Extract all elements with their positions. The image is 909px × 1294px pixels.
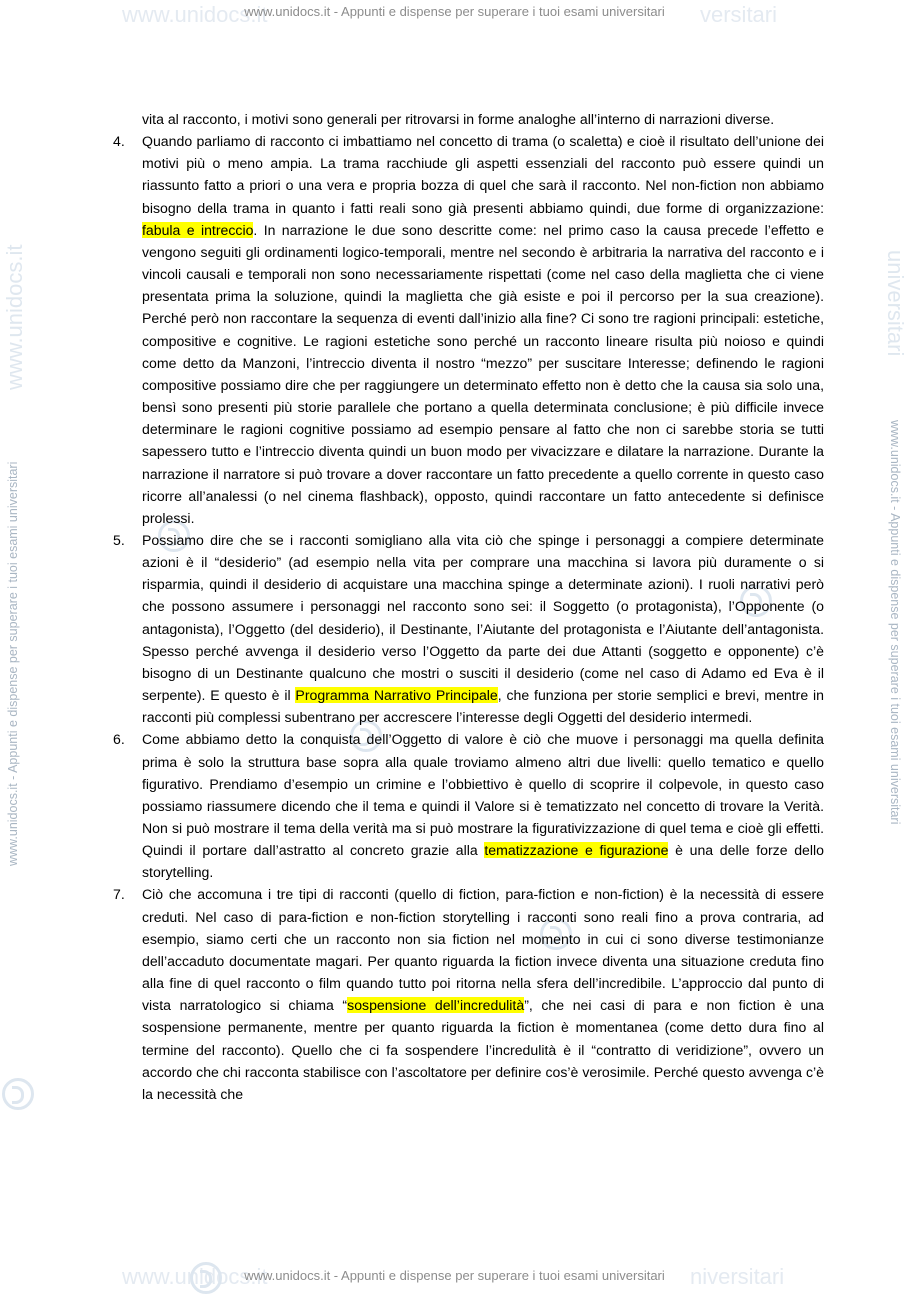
item-text: Quando parliamo di racconto ci imbattiamo nel concetto di trama (o scaletta) e cioè il risultato dell’unione dei motivi più o meno ampia. La trama racchiude gli aspetti essenziali del racconto può essere quindi un riassunto fatto a priori o una vera e propria bozza di quel che sarà il racconto. Nel non-fiction non abbiamo bisogno della trama in quanto i fatti reali sono già presenti abbiamo quindi, due forme di organizzazione: <box>142 133 824 216</box>
item-text: . In narrazione le due sono descritte come: nel primo caso la causa precede l’effetto e vengono seguiti gli ordinamenti logico-temporali, mentre nel secondo è arbitraria la narrativa del racconto e i vincoli causali e temporali non sono necessariamente rispettati (come nel caso della maglietta che ci viene presentata prima la soluzione, quindi la maglietta che già esiste e poi il percorso per la sua creazione). Perché però non raccontare la sequenza di eventi dall’inizio alla fine? Ci sono tre ragioni principali: estetiche, compositive e cognitive. Le ragioni estetiche sono perché un racconto lineare risulta più noioso e quindi come detto da Manzoni, l’intreccio diventa il nostro “mezzo” per suscitare Interesse; definendo le ragioni compositive possiamo dire che per raggiungere un determinato effetto non è detto che la causa sia solo una, bensì sono presenti più storie parallele che portano a quella determinata conclusione; è più difficile invece determinare le ragioni cognitive possiamo ad esempio pensare al fatto che non ci sarebbe storia se tutti sapessero tutto e l’intreccio diventa quindi un buon modo per vivacizzare e dilatare la narrazione. Durante la narrazione il narratore si può trovare a dover raccontare un fatto precedente a quello corrente in questo caso ricorre all’analessi (o nel cinema flashback), opposto, quindi raccontare un fatto antecedente si definisce prolessi. <box>142 221 824 526</box>
watermark-ghost-top-left: www.unidocs.it <box>122 2 268 27</box>
list-item-5 <box>108 529 824 728</box>
item-text: Come abbiamo detto la conquista dell’Oggetto di valore è ciò che muove i personaggi ma quella definita prima è solo la struttura base sopra alla quale troviamo almeno altri due livelli: quello tematico e quello figurativo. Prendiamo d’esempio un crimine e l’obbiettivo è quello di scoprire il colpevole, in questo caso possiamo riassumere dicendo che il tema e quindi il Valore si è tematizzato nel concetto di trovare la Verità. Non si può mostrare il tema della verità ma si può mostrare la figurativizzazione di quel tema e cioè gli effetti. Quindi il portare dall’astratto al concreto grazie alla <box>142 731 824 859</box>
list-item-7 <box>108 883 824 1105</box>
highlighted-term: sospensione dell’incredulità <box>347 997 525 1014</box>
watermark-ghost-bottom-right: niversitari <box>690 1264 785 1289</box>
item-text: ”, che nei casi di para e non fiction è una sospensione permanente, mentre per quanto riguarda la fiction è momentanea (come detto dura fino al termine del racconto). Quello che ci fa sospendere l’incredulità è il “contratto di veridizione”, ovvero un accordo che chi racconta stabilisce con l’ascoltatore per definire cos’è verosimile. Perché questo avvenga c’è la necessità che <box>142 997 824 1102</box>
watermark-ghost-right-vertical: universitari <box>883 250 908 357</box>
header-watermark-banner: www.unidocs.it - Appunti e dispense per superare i tuoi esami universitari <box>244 4 665 19</box>
watermark-logo-icon <box>2 1078 34 1110</box>
list-item-6 <box>108 728 824 883</box>
highlighted-term: fabula e intreccio <box>142 221 254 238</box>
item-text: , che funziona per storie semplici e brevi, mentre in racconti più complessi subentrano per accrescere l’interesse degli Oggetti del desiderio intermedi. <box>142 687 825 726</box>
watermark-ghost-bottom-left: www.unidocs.it <box>122 1264 268 1289</box>
highlighted-term: tematizzazione e figurazione <box>484 842 669 859</box>
item-text: è una delle forze dello storytelling. <box>142 842 825 881</box>
footer-watermark-banner: www.unidocs.it - Appunti e dispense per superare i tuoi esami universitari <box>244 1268 665 1283</box>
item-text: Ciò che accomuna i tre tipi di racconti (quello di fiction, para-fiction e non-fiction) è la necessità di essere creduti. Nel caso di para-fiction e non-fiction storytelling i racconti sono reali fino a prova contraria, ad esempio, siamo certi che un racconto non sia fiction nel momento in cui ci sono diverse testimonianze dell’accaduto documentate magari. Per quanto riguarda la fiction invece diventa una situazione creduta fino alla fine di quel racconto o film quando tutto poi ritorna nella sfera dell’incredibile. L’approccio dal punto di vista narratologico si chiama “ <box>142 886 824 1014</box>
highlighted-term: Programma Narrativo Principale <box>295 687 498 704</box>
item-text: Possiamo dire che se i racconti somigliano alla vita ciò che spinge i personaggi a compiere determinate azioni è il “desiderio” (ad esempio nella vita per comprare una macchina si lavora più duramente o si risparmia, quindi il desiderio di acquistare una macchina spinge a determinate azioni). I ruoli narrativi però che possono assumere i personaggi nel racconto sono sei: il Soggetto (o protagonista), l’Opponente (o antagonista), l’Oggetto (del desiderio), il Destinante, l’Aiutante del protagonista e l’Aiutante dell’antagonista. Spesso perché avvenga il desiderio verso l’Oggetto da parte dei due Attanti (soggetto e opponente) c’è bisogno di un Destinante qualcuno che mostri o susciti il desiderio (come nel caso di Adamo ed Eva è il serpente). E questo è il <box>142 531 824 704</box>
list-number: 4. <box>113 133 125 150</box>
right-side-watermark: www.unidocs.it - Appunti e dispense per superare i tuoi esami universitari <box>888 420 902 825</box>
list-number: 5. <box>113 531 125 548</box>
document-body <box>108 108 824 1105</box>
intro-continuation: vita al racconto, i motivi sono generali per ritrovarsi in forme analoghe all’interno di narrazioni diverse. <box>142 111 775 127</box>
list-number: 6. <box>113 731 125 748</box>
watermark-ghost-top-right: versitari <box>700 2 778 27</box>
list-number: 7. <box>113 886 125 903</box>
watermark-ghost-left-vertical: www.unidocs.it <box>2 244 27 390</box>
list-item-4 <box>108 130 824 529</box>
left-side-watermark: www.unidocs.it - Appunti e dispense per superare i tuoi esami universitari <box>6 461 20 866</box>
